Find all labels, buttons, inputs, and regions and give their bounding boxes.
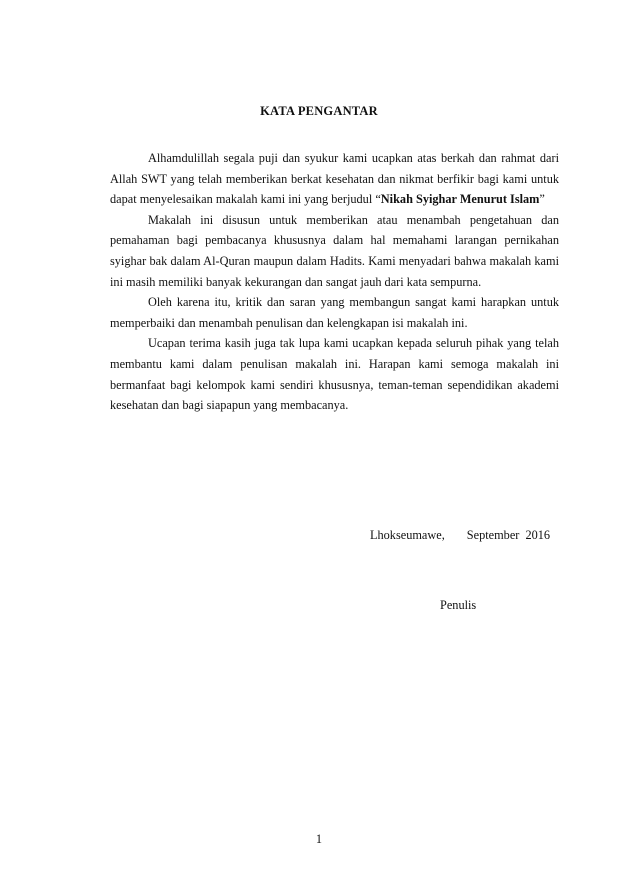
signature-place-date: [370, 528, 550, 543]
document-body: [110, 148, 559, 416]
paragraph-opening-close-quote: ”: [539, 192, 545, 207]
signature-author: Penulis: [440, 598, 477, 612]
page-title: KATA PENGANTAR: [260, 104, 378, 118]
page-number: 1: [315, 832, 323, 846]
paragraph-feedback: Oleh karena itu, kritik dan saran yang membangun sangat kami harapkan untuk memperbaiki dan menambah penulisan dan kelengkapan isi makalah ini.: [110, 295, 559, 330]
signature-place: Lhokseumawe,: [370, 528, 445, 542]
paragraph-opening: [110, 148, 559, 210]
paragraph-purpose: Makalah ini disusun untuk memberikan atau menambah pengetahuan dan pemahaman bagi pembacanya khususnya dalam hal memahami larangan pernikahan syighar bak dalam Al-Quran maupun dalam Hadits. Kami menyadari bahwa makalah kami ini masih memiliki banyak kekurangan dan sangat jauh dari kata sempurna.: [110, 212, 559, 289]
paragraph-opening-text: Alhamdulillah segala puji dan syukur kami ucapkan atas berkah dan rahmat dari Allah SWT yang telah memberikan berkat kesehatan dan nikmat berfikir bagi kami untuk dapat menyelesaikan makalah kami ini yang berjudul “: [110, 151, 559, 207]
signature-date: September 2016: [466, 528, 551, 542]
paper-title-bold: Nikah Syighar Menurut Islam: [380, 192, 540, 207]
paragraph-thanks: Ucapan terima kasih juga tak lupa kami ucapkan kepada seluruh pihak yang telah membantu kami dalam penulisan makalah ini. Harapan kami semoga makalah ini bermanfaat bagi kelompok kami sendiri khususnya, teman-teman sependidikan akademi kesehatan dan bagi siapapun yang membacanya.: [110, 336, 559, 413]
